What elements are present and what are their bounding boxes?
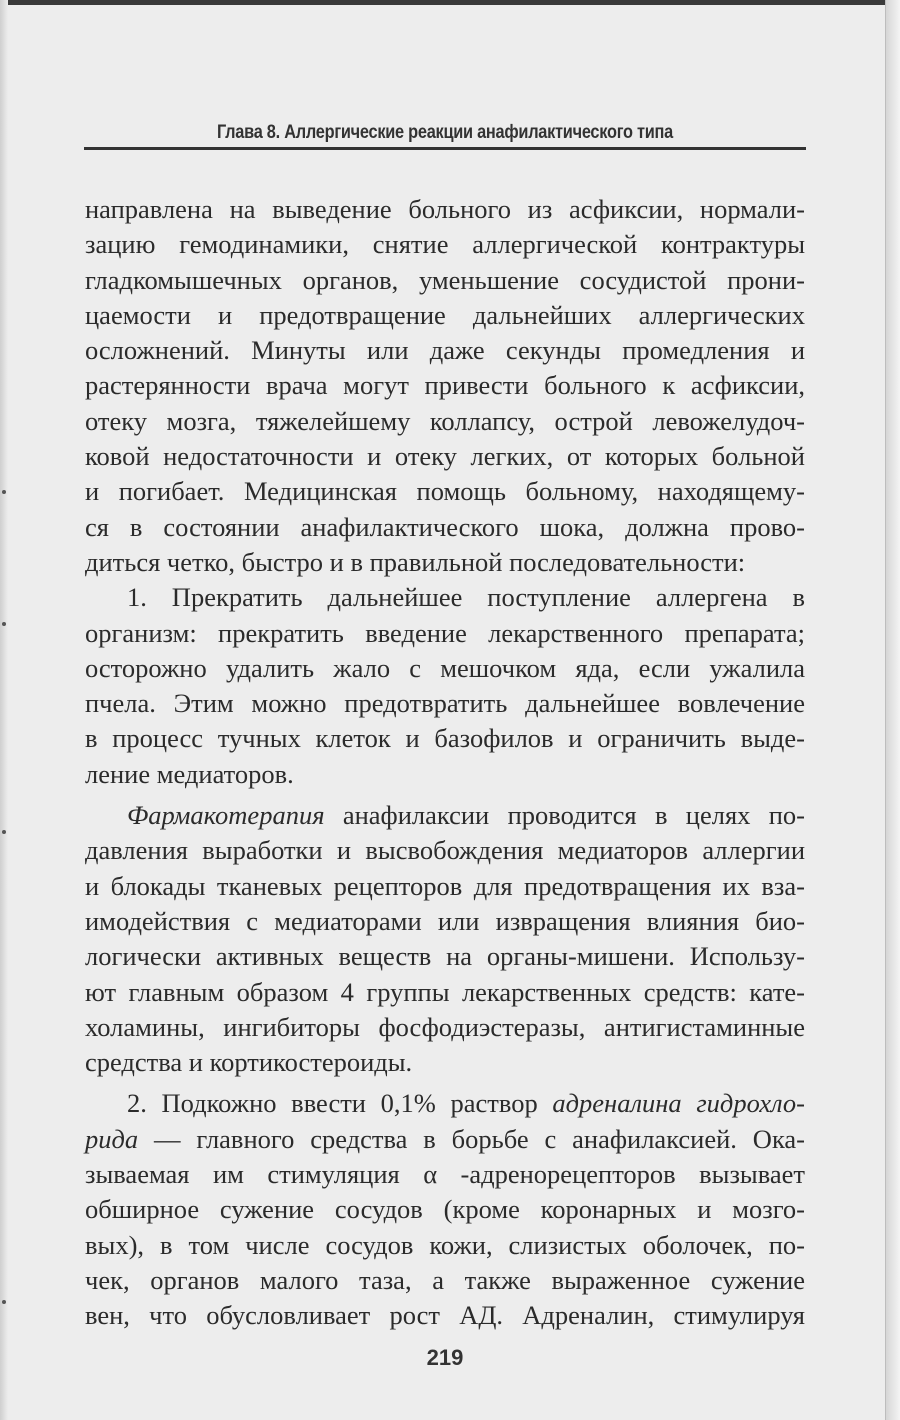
- text-line: ют главным образом 4 группы лекарственных средств: кате-: [85, 976, 805, 1007]
- text-run: -адренорецепторов вызывает: [437, 1159, 805, 1190]
- text-line: имодействия с медиаторами или извращения влияния био-: [85, 905, 805, 936]
- text-line: чек, органов малого таза, а также выраженное сужение: [85, 1264, 805, 1295]
- gutter-shadow: [0, 0, 8, 1420]
- text-line: [85, 798, 805, 833]
- text-line: в процесс тучных клеток и базофилов и ограничить выде-: [85, 723, 805, 754]
- text-run: зываемая им стимуляция: [85, 1159, 424, 1190]
- text-line: гладкомышечных органов, уменьшение сосудистой прони-: [85, 264, 805, 295]
- alpha-symbol: α: [423, 1159, 438, 1190]
- text-line: пчела. Этим можно предотвратить дальнейшее вовлечение: [85, 688, 805, 719]
- text-line: зацию гемодинамики, снятие аллергической контрактуры: [85, 229, 805, 260]
- text-line: растерянности врача могут привести больного к асфиксии,: [85, 370, 805, 401]
- text-line: ся в состоянии анафилактического шока, должна прово-: [85, 511, 805, 542]
- text-line: вен, что обусловливает рост АД. Адреналин, стимулируя: [85, 1300, 805, 1331]
- italic-term: адреналина гидрохло-: [552, 1088, 806, 1119]
- text-line: 1. Прекратить дальнейшее поступление аллергена в: [127, 582, 805, 613]
- text-line: [85, 1086, 805, 1121]
- text-line: давления выработки и высвобождения медиаторов аллергии: [85, 835, 805, 866]
- text-line: вых), в том числе сосудов кожи, слизистых оболочек, по-: [85, 1229, 805, 1260]
- text-line: [85, 1122, 805, 1157]
- text-line: организм: прекратить введение лекарственного препарата;: [85, 617, 805, 648]
- text-line: средства и кортикостероиды.: [85, 1047, 413, 1078]
- top-edge-rule: [0, 0, 885, 5]
- margin-mark: [2, 830, 6, 834]
- text-line: диться четко, быстро и в правильной последовательности:: [85, 546, 746, 577]
- italic-term: рида: [85, 1123, 139, 1154]
- text-run: — главного средства в борьбе с анафилаксией. Ока-: [138, 1123, 805, 1154]
- text-line: отеку мозга, тяжелейшему коллапсу, острой левожелудоч-: [85, 405, 805, 436]
- text-line: обширное сужение сосудов (кроме коронарных и мозго-: [85, 1194, 805, 1225]
- text-line: логически активных веществ на органы-мишени. Использу-: [85, 941, 805, 972]
- text-run: 2. Подкожно ввести 0,1% раствор: [127, 1088, 553, 1119]
- text-line: холамины, ингибиторы фосфодиэстеразы, антигистаминные: [85, 1011, 805, 1042]
- italic-term: Фармакотерапия: [127, 800, 325, 831]
- text-line: ление медиаторов.: [85, 758, 294, 789]
- text-run: анафилаксии проводится в целях по-: [324, 800, 805, 831]
- margin-mark: [2, 490, 6, 494]
- text-line: [85, 1157, 805, 1192]
- body-text: [85, 192, 805, 1334]
- page-number: 219: [426, 1345, 464, 1370]
- page-edge: [885, 0, 900, 1420]
- text-line: цаемости и предотвращение дальнейших аллергических: [85, 299, 805, 330]
- running-head-rule: [84, 147, 806, 150]
- running-head: Глава 8. Аллергические реакции анафилактического типа: [216, 122, 674, 143]
- text-line: осложнений. Минуты или даже секунды промедления и: [85, 335, 805, 366]
- margin-mark: [2, 622, 6, 626]
- text-line: и блокады тканевых рецепторов для предотвращения их вза-: [85, 870, 805, 901]
- text-line: и погибает. Медицинская помощь больному, находящему-: [85, 476, 805, 507]
- text-line: ковой недостаточности и отеку легких, от которых больной: [85, 441, 805, 472]
- text-line: направлена на выведение больного из асфиксии, нормали-: [85, 194, 805, 224]
- text-line: осторожно удалить жало с мешочком яда, если ужалила: [85, 652, 805, 683]
- margin-mark: [2, 1300, 6, 1304]
